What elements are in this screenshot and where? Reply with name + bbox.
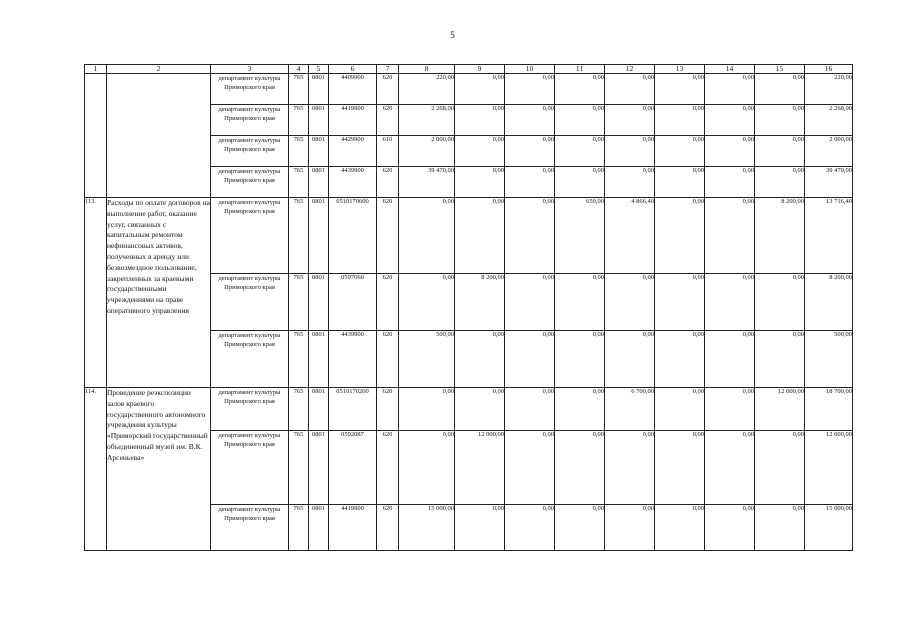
value-cell: 0,00 <box>399 431 455 505</box>
department-cell: департамент культуры Приморского края <box>211 331 289 388</box>
column-header: 10 <box>505 65 555 74</box>
target-code: 4419900 <box>329 105 377 136</box>
ministry-code: 765 <box>289 74 309 105</box>
value-cell: 0,00 <box>605 431 655 505</box>
column-header: 8 <box>399 65 455 74</box>
value-cell: 0,00 <box>505 136 555 167</box>
value-cell: 8 200,00 <box>455 274 505 331</box>
value-cell: 0,00 <box>655 274 705 331</box>
value-cell: 0,00 <box>605 74 655 105</box>
section-code: 0801 <box>309 105 329 136</box>
value-cell: 0,00 <box>455 505 505 551</box>
value-cell: 0,00 <box>455 105 505 136</box>
value-cell: 0,00 <box>605 505 655 551</box>
value-cell: 0,00 <box>505 167 555 198</box>
value-cell: 0,00 <box>505 505 555 551</box>
ministry-code: 765 <box>289 331 309 388</box>
value-cell: 0,00 <box>755 331 805 388</box>
page-number: 5 <box>450 30 455 40</box>
value-cell: 0,00 <box>605 274 655 331</box>
column-header: 12 <box>605 65 655 74</box>
value-cell: 0,00 <box>455 331 505 388</box>
expense-type-code: 620 <box>377 167 399 198</box>
ministry-code: 765 <box>289 105 309 136</box>
target-code: 4419900 <box>329 505 377 551</box>
column-header: 15 <box>755 65 805 74</box>
value-cell: 0,00 <box>399 198 455 274</box>
department-cell: департамент культуры Приморского края <box>211 274 289 331</box>
value-cell: 12 000,00 <box>755 388 805 431</box>
ministry-code: 765 <box>289 274 309 331</box>
ministry-code: 765 <box>289 167 309 198</box>
value-cell: 0,00 <box>455 167 505 198</box>
value-cell: 12 000,00 <box>455 431 505 505</box>
value-cell: 0,00 <box>755 167 805 198</box>
row-number-cell: 114. <box>85 388 107 551</box>
expense-type-code: 620 <box>377 105 399 136</box>
value-cell: 0,00 <box>755 136 805 167</box>
value-cell: 0,00 <box>555 74 605 105</box>
value-cell: 0,00 <box>605 136 655 167</box>
department-cell: департамент культуры Приморского края <box>211 431 289 505</box>
value-cell: 15 000,00 <box>399 505 455 551</box>
ministry-code: 765 <box>289 388 309 431</box>
value-cell: 0,00 <box>705 431 755 505</box>
value-cell: 0,00 <box>705 388 755 431</box>
value-cell: 0,00 <box>505 198 555 274</box>
total-cell: 15 000,00 <box>805 505 853 551</box>
column-header: 5 <box>309 65 329 74</box>
expense-type-code: 620 <box>377 74 399 105</box>
expense-type-code: 620 <box>377 431 399 505</box>
section-code: 0801 <box>309 167 329 198</box>
value-cell: 0,00 <box>705 198 755 274</box>
value-cell: 0,00 <box>705 167 755 198</box>
department-cell: департамент культуры Приморского края <box>211 505 289 551</box>
value-cell: 0,00 <box>655 105 705 136</box>
value-cell: 0,00 <box>755 105 805 136</box>
table-row <box>85 388 853 431</box>
value-cell: 0,00 <box>555 167 605 198</box>
section-code: 0801 <box>309 388 329 431</box>
total-cell: 220,00 <box>805 74 853 105</box>
department-cell: департамент культуры Приморского края <box>211 74 289 105</box>
value-cell: 0,00 <box>655 331 705 388</box>
value-cell: 0,00 <box>605 105 655 136</box>
value-cell: 0,00 <box>705 105 755 136</box>
value-cell: 0,00 <box>505 431 555 505</box>
value-cell: 0,00 <box>705 136 755 167</box>
total-cell: 18 700,00 <box>805 388 853 431</box>
target-code: 0592087 <box>329 431 377 505</box>
value-cell: 0,00 <box>705 274 755 331</box>
value-cell: 0,00 <box>455 388 505 431</box>
value-cell: 0,00 <box>555 388 605 431</box>
target-code: 4429900 <box>329 136 377 167</box>
expense-type-code: 620 <box>377 198 399 274</box>
value-cell: 8 200,00 <box>755 198 805 274</box>
section-code: 0801 <box>309 331 329 388</box>
row-number-cell: 113. <box>85 198 107 388</box>
column-header: 2 <box>107 65 211 74</box>
value-cell: 0,00 <box>555 505 605 551</box>
ministry-code: 765 <box>289 136 309 167</box>
expense-type-code: 620 <box>377 505 399 551</box>
column-header: 6 <box>329 65 377 74</box>
expense-type-code: 620 <box>377 331 399 388</box>
expense-type-code: 610 <box>377 136 399 167</box>
value-cell: 0,00 <box>505 331 555 388</box>
value-cell: 0,00 <box>555 274 605 331</box>
value-cell: 0,00 <box>755 505 805 551</box>
value-cell: 0,00 <box>705 505 755 551</box>
value-cell: 4 866,40 <box>605 198 655 274</box>
description-cell <box>107 74 211 198</box>
value-cell: 0,00 <box>655 167 705 198</box>
value-cell: 0,00 <box>655 431 705 505</box>
column-header: 9 <box>455 65 505 74</box>
section-code: 0801 <box>309 505 329 551</box>
table-row <box>85 74 853 105</box>
value-cell: 0,00 <box>655 505 705 551</box>
target-code: 4409900 <box>329 74 377 105</box>
department-cell: департамент культуры Приморского края <box>211 136 289 167</box>
total-cell: 12 000,00 <box>805 431 853 505</box>
value-cell: 6 700,00 <box>605 388 655 431</box>
value-cell: 0,00 <box>555 431 605 505</box>
value-cell: 0,00 <box>505 274 555 331</box>
table-row <box>85 198 853 274</box>
target-code: 4439900 <box>329 331 377 388</box>
header-row <box>85 65 853 74</box>
total-cell: 500,00 <box>805 331 853 388</box>
value-cell: 0,00 <box>505 74 555 105</box>
value-cell: 0,00 <box>505 105 555 136</box>
section-code: 0801 <box>309 198 329 274</box>
total-cell: 2 268,00 <box>805 105 853 136</box>
value-cell: 0,00 <box>505 388 555 431</box>
total-cell: 8 200,00 <box>805 274 853 331</box>
column-header: 11 <box>555 65 605 74</box>
description-cell: Расходы по оплате договоров на выполнение работ, оказание услуг, связанных с капитальным ремонтом нефинансовых активов, полученных в аренду или безвозмездное пользование, закрепленных за краевыми государственными учреждениями на праве оперативного управления <box>107 198 211 388</box>
ministry-code: 765 <box>289 198 309 274</box>
target-code: 0510170200 <box>329 388 377 431</box>
value-cell: 0,00 <box>455 74 505 105</box>
value-cell: 0,00 <box>655 74 705 105</box>
value-cell: 0,00 <box>555 136 605 167</box>
target-code: 4439900 <box>329 167 377 198</box>
total-cell: 2 000,00 <box>805 136 853 167</box>
section-code: 0801 <box>309 274 329 331</box>
value-cell: 0,00 <box>705 331 755 388</box>
value-cell: 2 000,00 <box>399 136 455 167</box>
value-cell: 0,00 <box>455 136 505 167</box>
value-cell: 0,00 <box>755 431 805 505</box>
value-cell: 0,00 <box>555 105 605 136</box>
section-code: 0801 <box>309 431 329 505</box>
value-cell: 0,00 <box>555 331 605 388</box>
value-cell: 0,00 <box>399 388 455 431</box>
department-cell: департамент культуры Приморского края <box>211 198 289 274</box>
value-cell: 0,00 <box>655 136 705 167</box>
column-header: 1 <box>85 65 107 74</box>
budget-table <box>84 64 853 551</box>
value-cell: 0,00 <box>655 198 705 274</box>
target-code: 0597060 <box>329 274 377 331</box>
description-cell: Проведение реэкспозиции залов краевого государственного автономного учреждения культуры «Приморский государственный объединенный музей им. В.К. Арсеньева» <box>107 388 211 551</box>
target-code: 0510170600 <box>329 198 377 274</box>
value-cell: 650,00 <box>555 198 605 274</box>
value-cell: 0,00 <box>655 388 705 431</box>
section-code: 0801 <box>309 74 329 105</box>
column-header: 4 <box>289 65 309 74</box>
department-cell: департамент культуры Приморского края <box>211 105 289 136</box>
ministry-code: 765 <box>289 431 309 505</box>
value-cell: 39 470,00 <box>399 167 455 198</box>
expense-type-code: 620 <box>377 388 399 431</box>
total-cell: 13 716,40 <box>805 198 853 274</box>
department-cell: департамент культуры Приморского края <box>211 167 289 198</box>
value-cell: 0,00 <box>705 74 755 105</box>
value-cell: 0,00 <box>455 198 505 274</box>
column-header: 7 <box>377 65 399 74</box>
value-cell: 2 268,00 <box>399 105 455 136</box>
row-number-cell <box>85 74 107 198</box>
column-header: 3 <box>211 65 289 74</box>
value-cell: 220,00 <box>399 74 455 105</box>
value-cell: 0,00 <box>755 74 805 105</box>
total-cell: 39 470,00 <box>805 167 853 198</box>
ministry-code: 765 <box>289 505 309 551</box>
value-cell: 0,00 <box>399 274 455 331</box>
value-cell: 0,00 <box>605 167 655 198</box>
column-header: 16 <box>805 65 853 74</box>
department-cell: департамент культуры Приморского края <box>211 388 289 431</box>
section-code: 0801 <box>309 136 329 167</box>
value-cell: 0,00 <box>755 274 805 331</box>
column-header: 13 <box>655 65 705 74</box>
value-cell: 500,00 <box>399 331 455 388</box>
column-header: 14 <box>705 65 755 74</box>
value-cell: 0,00 <box>605 331 655 388</box>
expense-type-code: 620 <box>377 274 399 331</box>
